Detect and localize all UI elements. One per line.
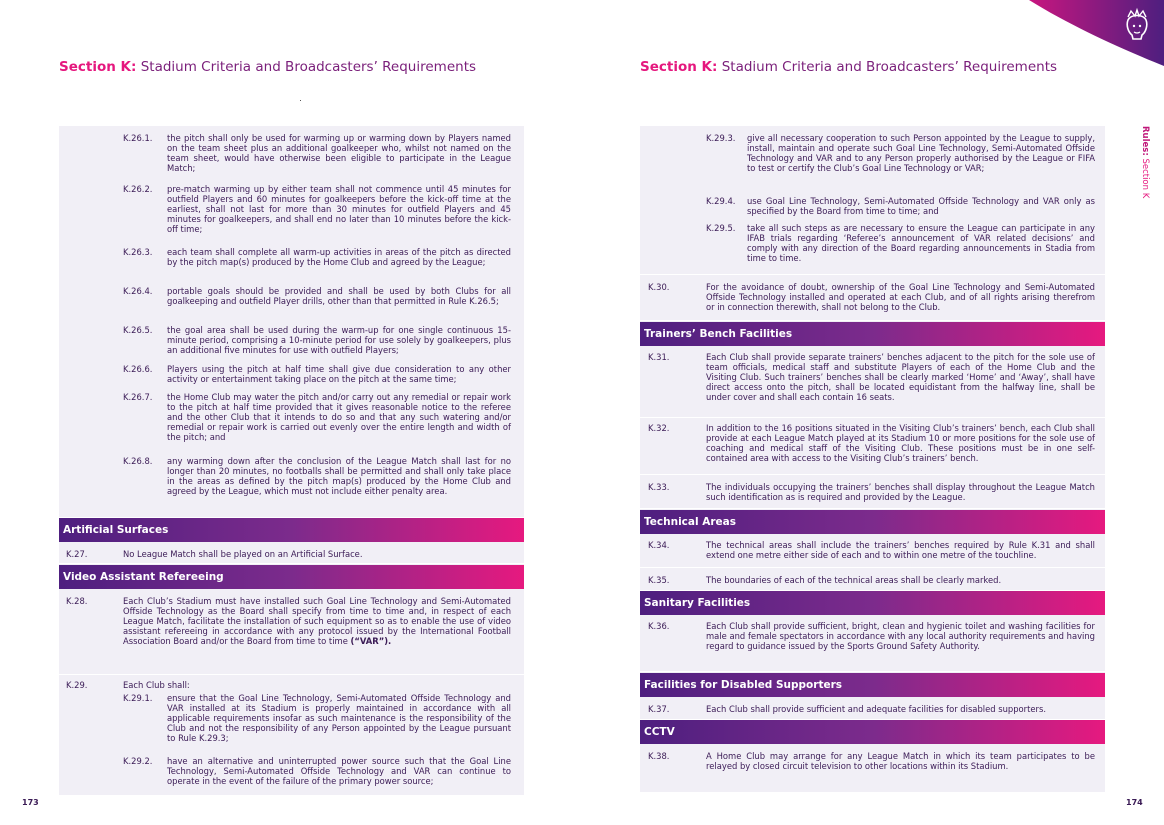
rule-text: Each Club shall provide sufficient, bright, clean and hygienic toilet and washing facilities for male and female spectators in accordance with any local authority requirements and having regard to guidance issued by the Sports Ground Safety Authority. [706, 621, 1095, 651]
defined-term: (“VAR”). [350, 636, 392, 646]
side-tab-section: Section K [1140, 158, 1150, 199]
rule-number: K.36. [648, 621, 670, 631]
rule-number: K.37. [648, 704, 670, 714]
heading-sanitary-facilities: Sanitary Facilities [640, 591, 1105, 615]
rule-text: The technical areas shall include the trainers’ benches required by Rule K.31 and shall extend one metre either side of each and to within one metre of the touchline. [706, 540, 1095, 560]
rule-text: use Goal Line Technology, Semi-Automated Offside Technology and VAR only as specified by the Board from time to time; and [747, 196, 1095, 216]
rule-k28-block [59, 589, 524, 675]
rule-number: K.29.5. [706, 223, 736, 233]
rule-number: K.33. [648, 482, 670, 492]
rule-text: No League Match shall be played on an Artificial Surface. [123, 549, 363, 559]
heading-technical-areas: Technical Areas [640, 510, 1105, 534]
rule-k37-block [640, 697, 1105, 720]
rule-number: K.29. [66, 680, 88, 690]
section-title: Stadium Criteria and Broadcasters’ Requirements [721, 59, 1058, 75]
rule-text-body: Each Club’s Stadium must have installed such Goal Line Technology and Semi-Automated Offside Technology as the Board shall specify from time to time and, in respect of each League Match, facilitate the installation of such equipment so as to enable the use of video assistant refereeing in accordance with any protocol issued by the International Football Association Board and/or the Board from time to time [123, 596, 511, 646]
rule-number: K.29.4. [706, 196, 736, 206]
section-title: Stadium Criteria and Broadcasters’ Requirements [140, 59, 477, 75]
rule-text: any warming down after the conclusion of the League Match shall last for no longer than 20 minutes, no footballs shall be permitted and shall only take place in the areas as defined by the pitch map(s) produced by the Home Club and agreed by the League, which must not include either penalty area. [167, 456, 511, 496]
rule-text [123, 596, 511, 646]
rule-number: K.26.5. [123, 325, 153, 335]
rule-number: K.34. [648, 540, 670, 550]
rule-number: K.26.1. [123, 133, 153, 143]
rule-k29-continued-block [640, 126, 1105, 275]
rule-text: pre-match warming up by either team shall not commence until 45 minutes for outfield Players and 60 minutes for goalkeepers before the kick-off time at the earliest, shall not last for more than 30 minutes for outfield Players and 45 minutes for goalkeepers, and shall end no later than 10 minutes before the kick-off time; [167, 184, 511, 234]
rule-number: K.32. [648, 423, 670, 433]
rule-number: K.28. [66, 596, 88, 606]
heading-facilities-for-disabled-supporters: Facilities for Disabled Supporters [640, 673, 1105, 697]
rule-text: give all necessary cooperation to such Person appointed by the League to supply, install, maintain and operate such Goal Line Technology, Semi-Automated Offside Technology and VAR and to any Person properly authorised by the League or FIFA to test or certify the Club’s Goal Line Technology or VAR; [747, 133, 1095, 173]
stray-mark [300, 100, 301, 101]
rule-number: K.29.1. [123, 693, 153, 703]
rule-text: For the avoidance of doubt, ownership of the Goal Line Technology and Semi-Automated Offside Technology installed and operated at each Club, and of all rights arising therefrom or in connection therewith, shall not belong to the Club. [706, 282, 1095, 312]
rule-number: K.26.3. [123, 247, 153, 257]
page-number: 174 [1126, 798, 1143, 807]
rule-text: The boundaries of each of the technical areas shall be clearly marked. [706, 575, 1002, 585]
rule-k27-block [59, 542, 524, 564]
rule-text: The individuals occupying the trainers’ benches shall display throughout the League Match such identification as is required and provided by the League. [706, 482, 1095, 502]
rule-number: K.26.8. [123, 456, 153, 466]
side-tab-label [1136, 126, 1150, 216]
rule-text: the Home Club may water the pitch and/or carry out any remedial or repair work to the pitch at half time provided that it gives reasonable notice to the referee and the other Club that it intends to do so and that any such watering and/or remedial or repair work is carried out evenly over the entire length and width of the pitch; and [167, 392, 511, 442]
heading-trainers-bench-facilities: Trainers’ Bench Facilities [640, 322, 1105, 346]
heading-cctv: CCTV [640, 720, 1105, 744]
rule-k30-block [640, 275, 1105, 321]
rule-text: Each Club shall provide separate trainers’ benches adjacent to the pitch for the sole use of team officials, medical staff and substitute Players of each of the Home Club and the Visiting Club. Such trainers’ benches shall be clearly marked ‘Home’ and ‘Away’, shall have direct access onto the pitch, shall be located equidistant from the halfway line, shall be under cover and shall each contain 16 seats. [706, 352, 1095, 402]
rule-text: Each Club shall: [123, 680, 190, 690]
rule-text: the goal area shall be used during the warm-up for one single continuous 15-minute period, comprising a 10-minute period for use solely by goalkeepers, plus an additional five minutes for use with outfield Players; [167, 325, 511, 355]
section-label: Section K: [640, 59, 718, 75]
rule-number: K.26.7. [123, 392, 153, 402]
rule-k32-block [640, 418, 1105, 475]
rule-number: K.26.4. [123, 286, 153, 296]
rule-k26-block [59, 126, 524, 518]
page-title [59, 59, 476, 75]
rule-text: each team shall complete all warm-up activities in areas of the pitch as directed by the pitch map(s) produced by the Home Club and agreed by the League; [167, 247, 511, 267]
rule-text: Each Club shall provide sufficient and adequate facilities for disabled supporters. [706, 704, 1046, 714]
section-label: Section K: [59, 59, 137, 75]
rule-k29-block [59, 675, 524, 795]
rule-k35-block [640, 568, 1105, 591]
heading-artificial-surfaces: Artificial Surfaces [59, 518, 524, 542]
rule-k38-block [640, 744, 1105, 792]
rule-k34-block [640, 534, 1105, 568]
rule-text: the pitch shall only be used for warming up or warming down by Players named on the team sheet plus an additional goalkeeper who, whilst not named on the team sheet, would have otherwise been eligible to participate in the League Match; [167, 133, 511, 173]
side-tab-rules: Rules: [1140, 126, 1150, 156]
rule-k36-block [640, 615, 1105, 672]
rule-k31-block [640, 346, 1105, 418]
rule-text: A Home Club may arrange for any League Match in which its team participates to be relayed by closed circuit television to other locations within its Stadium. [706, 751, 1095, 771]
rule-text: In addition to the 16 positions situated in the Visiting Club’s trainers’ bench, each Club shall provide at each League Match played at its Stadium 10 or more positions for the sole use of coaching and medical staff of the Visiting Club. These positions must be in one self-contained area with access to the Visiting Club’s trainers’ bench. [706, 423, 1095, 463]
right-page [582, 0, 1164, 825]
rule-number: K.27. [66, 549, 88, 559]
rule-number: K.30. [648, 282, 670, 292]
page-number: 173 [22, 798, 39, 807]
rule-text: portable goals should be provided and shall be used by both Clubs for all goalkeeping and outfield Player drills, other than that permitted in Rule K.26.5; [167, 286, 511, 306]
rule-number: K.29.3. [706, 133, 736, 143]
left-rules-panel [59, 126, 524, 795]
rule-text: Players using the pitch at half time shall give due consideration to any other activity or entertainment taking place on the pitch at the same time; [167, 364, 511, 384]
corner-swoosh [954, 0, 1164, 70]
rule-text: have an alternative and uninterrupted power source such that the Goal Line Technology, Semi-Automated Offside Technology and VAR can continue to operate in the event of the failure of the primary power source; [167, 756, 511, 786]
heading-video-assistant-refereeing: Video Assistant Refereeing [59, 565, 524, 589]
rule-k33-block [640, 475, 1105, 509]
rule-number: K.29.2. [123, 756, 153, 766]
rule-number: K.35. [648, 575, 670, 585]
rule-number: K.26.2. [123, 184, 153, 194]
right-rules-panel [640, 126, 1105, 792]
rule-text: ensure that the Goal Line Technology, Semi-Automated Offside Technology and VAR installed at its Stadium is properly maintained in accordance with all applicable requirements insofar as such maintenance is the responsibility of the Club and not the responsibility of any Person appointed by the League pursuant to Rule K.29.3; [167, 693, 511, 743]
rule-number: K.26.6. [123, 364, 153, 374]
rule-number: K.38. [648, 751, 670, 761]
rule-text: take all such steps as are necessary to ensure the League can participate in any IFAB trials regarding ‘Referee’s announcement of VAR related decisions’ and comply with any direction of the Board regarding announcements in Stadia from time to time. [747, 223, 1095, 263]
rule-number: K.31. [648, 352, 670, 362]
